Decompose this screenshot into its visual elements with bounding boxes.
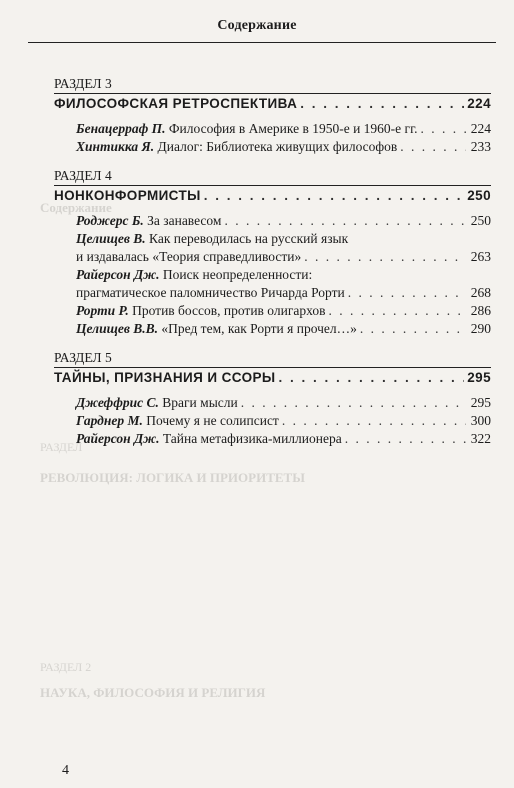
toc-section: [54, 348, 491, 448]
section-label: РАЗДЕЛ 5: [54, 350, 112, 365]
section-title[interactable]: [54, 368, 491, 388]
entry-title: Враги мысли: [162, 395, 238, 410]
entry-author: Рорти Р.: [76, 303, 129, 318]
toc-section: [54, 74, 491, 156]
page-number: 286: [470, 303, 491, 318]
entry-author: Целищев В.В.: [76, 321, 158, 336]
toc-entry[interactable]: [54, 302, 491, 320]
toc-entry-continuation[interactable]: [54, 284, 491, 302]
page-number: 295: [470, 395, 491, 410]
toc-entry[interactable]: [54, 266, 491, 284]
bleed-through-text: РЕВОЛЮЦИЯ: ЛОГИКА И ПРИОРИТЕТЫ: [40, 470, 305, 485]
leader-dots: [282, 412, 466, 430]
entry-author: Райерсон Дж.: [76, 267, 160, 282]
entry-author: Бенацерраф П.: [76, 121, 166, 136]
toc-entry[interactable]: [54, 212, 491, 230]
leader-dots: [224, 212, 466, 230]
entry-title: Диалог: Библиотека живущих философов: [157, 139, 398, 154]
entry-title: «Пред тем, как Рорти я прочел…»: [161, 321, 357, 336]
entry-title: Почему я не солипсист: [146, 413, 279, 428]
page-number: 233: [470, 139, 491, 154]
toc-entry[interactable]: [54, 138, 491, 156]
section-title-text: ФИЛОСОФСКАЯ РЕТРОСПЕКТИВА: [54, 96, 298, 111]
toc-entry-continuation[interactable]: [54, 248, 491, 266]
entry-author: Гарднер М.: [76, 413, 143, 428]
entry-title: Тайна метафизика-миллионера: [162, 431, 342, 446]
bleed-through-text: НАУКА, ФИЛОСОФИЯ И РЕЛИГИЯ: [40, 685, 266, 700]
leader-dots: [345, 430, 466, 448]
entry-title: Философия в Америке в 1950-е и 1960-е гг.: [168, 121, 418, 136]
bleed-through-text: РАЗДЕЛ 2: [40, 660, 92, 674]
entry-author: Райерсон Дж.: [76, 431, 160, 446]
toc-entry[interactable]: [54, 120, 491, 138]
toc-entry[interactable]: [54, 230, 491, 248]
toc-entry[interactable]: [54, 430, 491, 448]
section-label: РАЗДЕЛ 4: [54, 168, 112, 183]
page-number: 263: [470, 249, 491, 264]
page-number: 290: [470, 321, 491, 336]
leader-dots: [360, 320, 466, 338]
table-of-contents: [54, 72, 491, 448]
section-title-text: ТАЙНЫ, ПРИЗНАНИЯ И ССОРЫ: [54, 370, 276, 385]
page-number: 250: [467, 188, 491, 203]
page-number: 300: [470, 413, 491, 428]
entry-author: Хинтикка Я.: [76, 139, 155, 154]
entry-title-continued: прагматическое паломничество Ричарда Рорти: [76, 285, 345, 300]
toc-entry[interactable]: [54, 394, 491, 412]
page-number: 322: [470, 431, 491, 446]
page-number: 295: [467, 370, 491, 385]
leader-dots: [420, 120, 466, 138]
page-number: 224: [467, 96, 491, 111]
section-title[interactable]: [54, 186, 491, 206]
leader-dots: [328, 302, 466, 320]
section-title[interactable]: [54, 94, 491, 114]
entry-title: Поиск неопределенности:: [162, 267, 313, 282]
running-header: Содержание: [217, 18, 297, 33]
entry-title: За занавесом: [147, 213, 222, 228]
leader-dots: [300, 94, 464, 114]
entry-title-continued: и издавалась «Теория справедливости»: [76, 249, 302, 264]
section-label: РАЗДЕЛ 3: [54, 76, 112, 91]
toc-section: [54, 166, 491, 338]
page-number: 224: [470, 121, 491, 136]
leader-dots: [241, 394, 466, 412]
entry-title: Как переводилась на русский язык: [149, 231, 349, 246]
bleed-through-text: РАЗДЕЛ: [40, 440, 83, 454]
toc-entry[interactable]: [54, 412, 491, 430]
page-number: 268: [470, 285, 491, 300]
folio-page-number: 4: [62, 763, 69, 778]
section-title-text: НОНКОНФОРМИСТЫ: [54, 188, 201, 203]
toc-entry[interactable]: [54, 320, 491, 338]
leader-dots: [348, 284, 466, 302]
bleed-through-text: Содержание: [40, 200, 112, 215]
page-number: 250: [470, 213, 491, 228]
leader-dots: [279, 368, 465, 388]
entry-author: Целищев В.: [76, 231, 146, 246]
leader-dots: [400, 138, 466, 156]
entry-author: Джеффрис С.: [76, 395, 159, 410]
leader-dots: [304, 248, 466, 266]
leader-dots: [204, 186, 465, 206]
entry-author: Роджерс Б.: [76, 213, 144, 228]
header-rule: [28, 42, 496, 43]
entry-title: Против боссов, против олигархов: [132, 303, 326, 318]
